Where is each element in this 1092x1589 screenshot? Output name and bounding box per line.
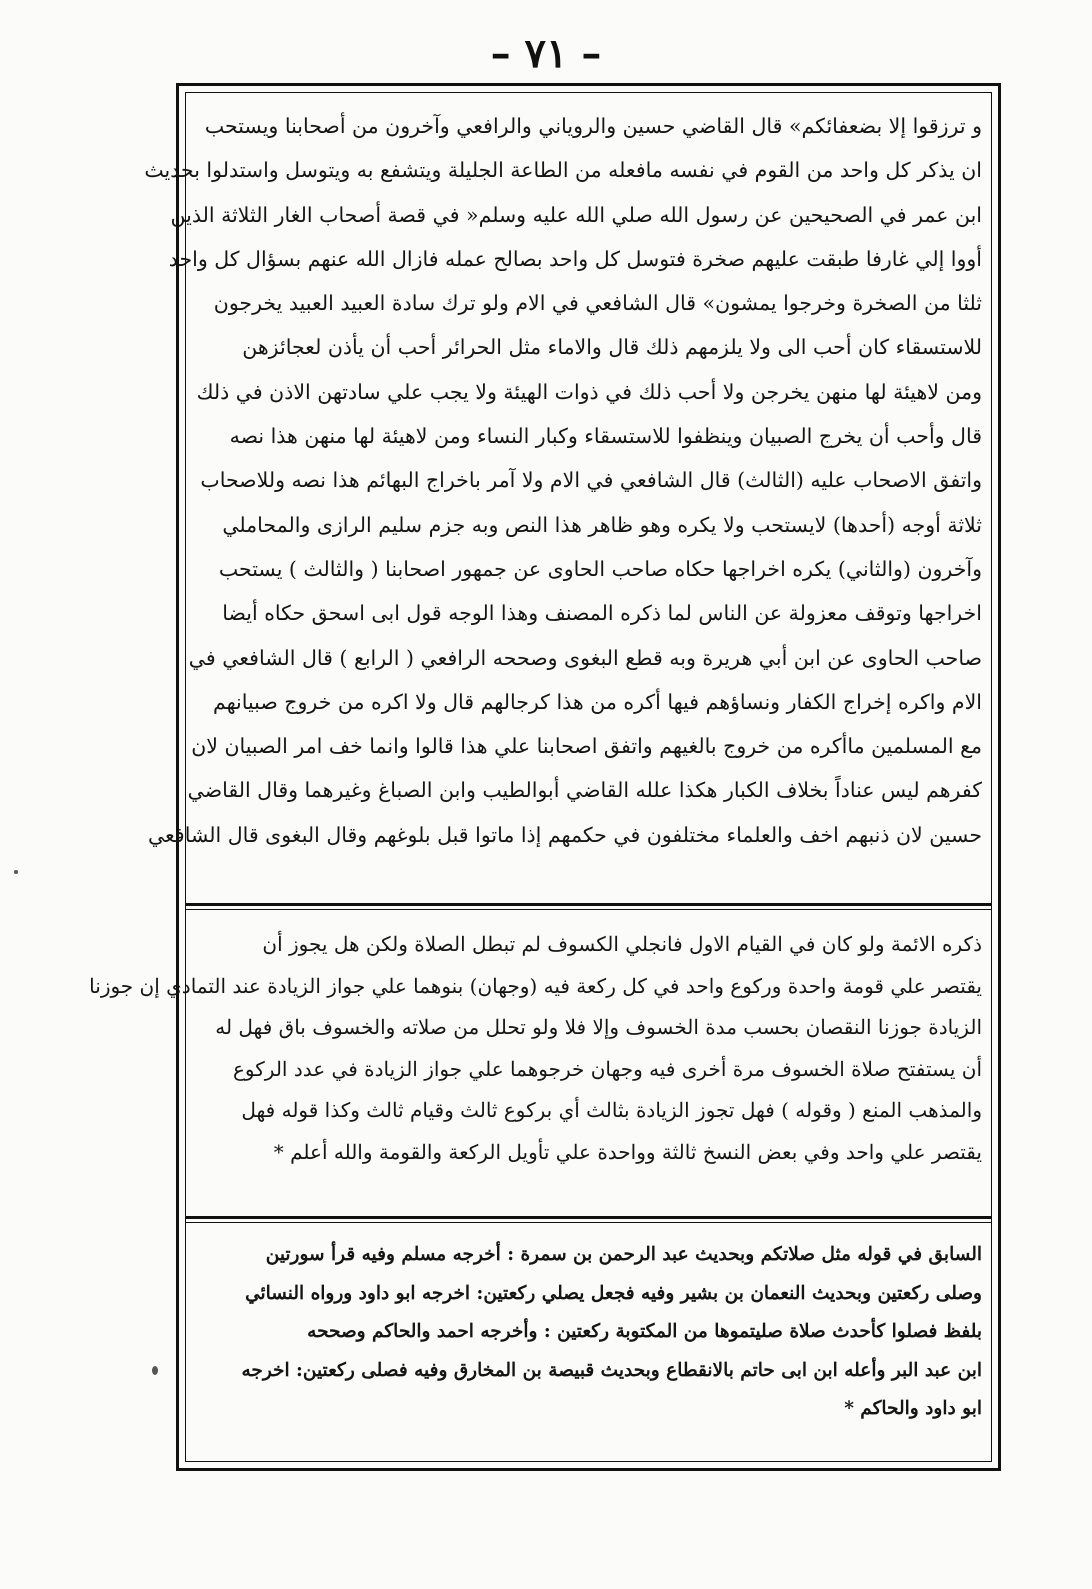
commentary-line: يقتصر علي واحد وفي بعض النسخ ثالثة وواحدة علي تأويل الركعة والقومة والله أعلم * xyxy=(273,1139,982,1164)
main-text-block xyxy=(144,104,982,857)
main-text-line: قال وأحب أن يخرج الصبيان وينظفوا للاستسقاء وكبار النساء ومن لاهيئة لها منهن هذا نصه xyxy=(229,424,982,449)
main-text-line: ان يذكر كل واحد من القوم في نفسه مافعله من الطاعة الجليلة ويتشفع به ويتوسل واستدلوا بحديث xyxy=(144,158,982,183)
main-text-line: حسين لان ذنبهم اخف والعلماء مختلفون في حكمهم إذا ماتوا قبل بلوغهم وقال البغوى قال الشافعي xyxy=(147,822,982,847)
main-text-line: ومن لاهيئة لها منهن يخرجن ولا أحب ذلك في ذوات الهيئة ولا يجب علي سادتهن الاذن في ذلك xyxy=(196,379,982,404)
text-frame xyxy=(89,83,1001,1471)
main-text-line: و ترزقوا إلا بضعفائكم» قال القاضي حسين والروياني والرافعي وآخرون من أصحابنا ويستحب xyxy=(204,114,982,138)
section-divider xyxy=(185,1216,992,1223)
scan-speck xyxy=(152,1366,158,1375)
section-divider xyxy=(185,903,992,910)
main-text-line: ثلاثة أوجه (أحدها) لايستحب ولا يكره وهو ظاهر هذا النص وبه جزم سليم الرازى والمحاملي xyxy=(222,512,982,537)
commentary-line: أن يستفتح صلاة الخسوف مرة أخرى فيه وجهان خرجوهما علي جواز الزيادة في عدد الركوع xyxy=(233,1056,982,1081)
reference-line: وصلى ركعتين وبحديث النعمان بن بشير وفيه فجعل يصلي ركعتين: اخرجه ابو داود ورواه النسائي xyxy=(245,1282,982,1304)
page-number: – ٧١ – xyxy=(490,30,602,77)
main-text-line: واتفق الاصحاب عليه (الثالث) قال الشافعي في الام ولا آمر باخراج البهائم هذا نصه وللاصحاب xyxy=(200,468,982,493)
main-text-line: أووا إلي غارفا طبقت عليهم صخرة فتوسل كل واحد بصالح عمله فازال الله عنهم بسؤال كل واحد xyxy=(168,246,982,271)
commentary-line: يقتصر علي قومة واحدة وركوع واحد في كل ركعة فيه (وجهان) بنوهما علي جواز الزيادة عند التمادي إن جوزنا xyxy=(89,973,982,998)
main-text-line: اخراجها وتوقف معزولة عن الناس لما ذكره المصنف وهذا الوجه قول ابى اسحق حكاه أيضا xyxy=(222,601,982,626)
commentary-line: الزيادة جوزنا النقصان بحسب مدة الخسوف وإلا فلا ولو تحلل من صلاته والخسوف باق فهل له xyxy=(215,1015,982,1039)
main-text-line: مع المسلمين ماأكره من خروج بالغيهم واتفق اصحابنا علي هذا قالوا وانما خف امر الصبيان لان xyxy=(191,734,982,759)
main-text-line: صاحب الحاوى عن ابن أبي هريرة وبه قطع البغوى وصححه الرافعي ( الرابع ) قال الشافعي في xyxy=(188,645,982,670)
main-text-line: الام واكره إخراج الكفار ونساؤهم فيها أكره من هذا كرجالهم قال ولا اكره من خروج صبيانهم xyxy=(212,689,982,714)
main-text-line: ثلثا من الصخرة وخرجوا يمشون» قال الشافعي في الام ولو ترك سادة العبيد العبيد يخرجون xyxy=(213,291,982,316)
main-text-line: ابن عمر في الصحيحين عن رسول الله صلي الله عليه وسلم« في قصة أصحاب الغار الثلاثة الذين xyxy=(170,202,982,227)
main-text-line: وآخرون (والثاني) يكره اخراجها حكاه صاحب الحاوى عن جمهور اصحابنا ( والثالث ) يستحب xyxy=(218,556,982,581)
reference-line: ابو داود والحاكم * xyxy=(844,1398,982,1419)
scan-speck xyxy=(14,870,18,874)
main-text-line: كفرهم ليس عناداً بخلاف الكبار هكذا علله القاضي أبوالطيب وابن الصباغ وغيرهما وقال القاضي xyxy=(187,778,982,803)
commentary-line: ذكره الائمة ولو كان في القيام الاول فانجلي الكسوف لم تبطل الصلاة ولكن هل يجوز أن xyxy=(262,932,982,956)
reference-line: السابق في قوله مثل صلاتكم وبحديث عبد الرحمن بن سمرة : أخرجه مسلم وفيه قرأ سورتين xyxy=(265,1244,982,1265)
main-text-line: للاستسقاء كان أحب الى ولا يلزمهم ذلك قال والاماء مثل الحرائر أحب أن يأذن لعجائزهن xyxy=(242,335,982,360)
hadith-reference-block xyxy=(195,1236,982,1429)
commentary-line: والمذهب المنع ( وقوله ) فهل تجوز الزيادة بثالث أي بركوع ثالث وقيام ثالث وكذا قوله فهل xyxy=(241,1098,982,1122)
reference-line: بلفظ فصلوا كأحدث صلاة صليتموها من المكتوبة ركعتين : وأخرجه احمد والحاكم وصححه xyxy=(307,1321,982,1342)
reference-line: ابن عبد البر وأعله ابن ابى حاتم بالانقطاع وبحديث قبيصة بن المخارق وفيه فصلى ركعتين: اخرجه xyxy=(241,1359,982,1381)
commentary-block xyxy=(89,924,982,1173)
